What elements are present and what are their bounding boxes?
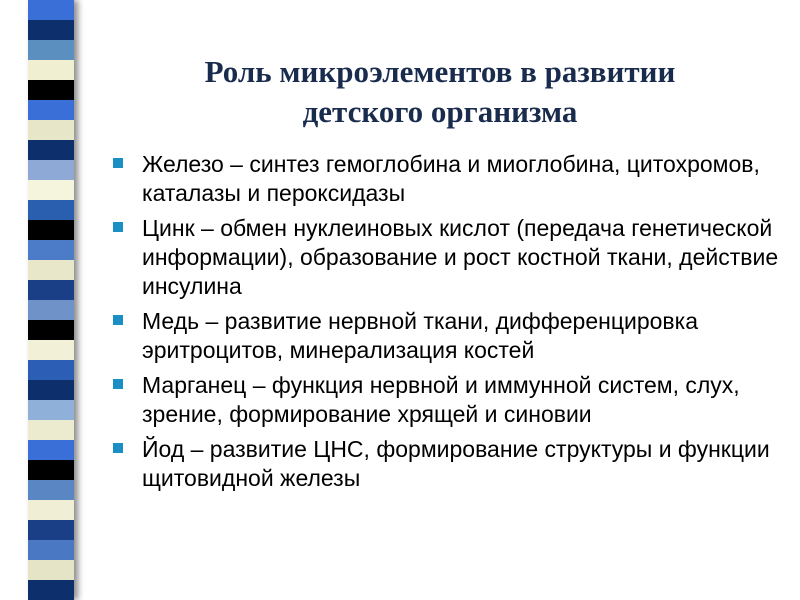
stripe-segment [28,260,74,280]
square-bullet-icon [113,315,123,325]
stripe-segment [28,200,74,220]
slide-title [120,52,760,132]
list-item [113,307,783,365]
stripe-segment [28,380,74,400]
stripe-segment [28,100,74,120]
bullet-text: Медь – развитие нервной ткани, дифференцировка эритроцитов, минерализация костей [142,308,699,363]
stripe-segment [28,480,74,500]
stripe-segment [28,400,74,420]
stripe-segment [28,20,74,40]
square-bullet-icon [113,379,123,389]
stripe-segment [28,360,74,380]
stripe-segment [28,460,74,480]
list-item [113,371,783,429]
list-item [113,150,783,208]
square-bullet-icon [113,158,123,168]
stripe-segment [28,520,74,540]
bullet-text: Железо – синтез гемоглобина и миоглобина, цитохромов, каталазы и пероксидазы [142,151,760,206]
title-line-2: детского организма [302,94,578,129]
stripe-segment [28,580,74,600]
decorative-stripe-bar [28,0,74,600]
stripe-segment [28,420,74,440]
stripe-segment [28,0,74,20]
bullet-text: Йод – развитие ЦНС, формирование структуры и функции щитовидной железы [142,436,770,491]
stripe-segment [28,340,74,360]
stripe-segment [28,540,74,560]
stripe-segment [28,500,74,520]
stripe-segment [28,220,74,240]
list-item [113,435,783,493]
square-bullet-icon [113,222,123,232]
stripe-segment [28,80,74,100]
stripe-segment [28,560,74,580]
stripe-segment [28,160,74,180]
list-item [113,214,783,301]
stripe-segment [28,300,74,320]
bullet-text: Марганец – функция нервной и иммунной систем, слух, зрение, формирование хрящей и синовии [142,372,740,427]
title-line-1: Роль микроэлементов в развитии [204,54,676,89]
stripe-segment [28,280,74,300]
stripe-segment [28,140,74,160]
stripe-segment [28,120,74,140]
stripe-segment [28,440,74,460]
bullet-list [113,150,783,499]
stripe-segment [28,180,74,200]
stripe-segment [28,60,74,80]
bullet-text: Цинк – обмен нуклеиновых кислот (передача генетической информации), образование и рост костной ткани, действие инсулина [142,215,779,299]
square-bullet-icon [113,443,123,453]
stripe-segment [28,320,74,340]
stripe-segment [28,240,74,260]
stripe-segment [28,40,74,60]
